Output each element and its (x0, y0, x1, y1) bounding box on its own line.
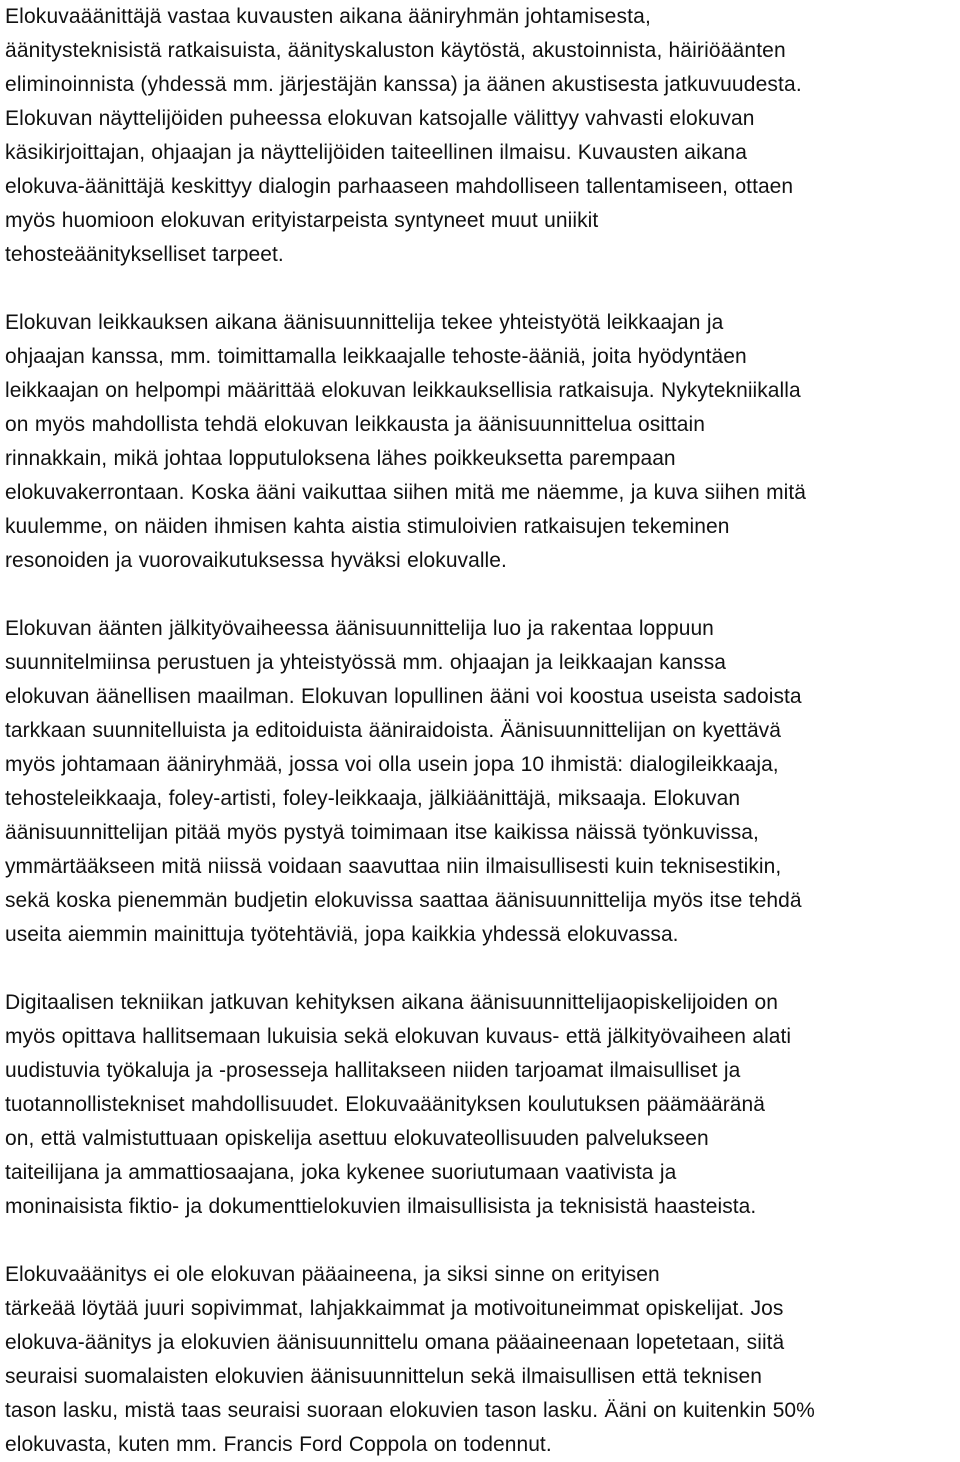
text-line: äänitysteknisistä ratkaisuista, äänityskaluston käytöstä, akustoinnista, häiriöäänten (5, 39, 786, 62)
text-line: seuraisi suomalaisten elokuvien äänisuunnittelun sekä ilmaisullisen että teknisen (5, 1365, 762, 1388)
text-line: elokuva-äänittäjä keskittyy dialogin parhaaseen mahdolliseen tallentamiseen, ottaen (5, 175, 794, 198)
text-line: tarkkaan suunnitelluista ja editoiduista ääniraidoista. Äänisuunnittelijan on kyettävä (5, 719, 781, 742)
text-line: Elokuvaäänitys ei ole elokuvan pääaineena, ja siksi sinne on erityisen (5, 1263, 660, 1286)
text-line: ymmärtääkseen mitä niissä voidaan saavuttaa niin ilmaisullisesti kuin teknisestikin, (5, 855, 782, 878)
text-line: uudistuvia työkaluja ja -prosesseja hallitakseen niiden tarjoamat ilmaisulliset ja (5, 1059, 741, 1082)
text-line: Elokuvaäänittäjä vastaa kuvausten aikana ääniryhmän johtamisesta, (5, 5, 651, 28)
text-line: Elokuvan äänten jälkityövaiheessa äänisuunnittelija luo ja rakentaa loppuun (5, 617, 714, 640)
text-line: tehosteleikkaaja, foley-artisti, foley-leikkaaja, jälkiäänittäjä, miksaaja. Elokuvan (5, 787, 741, 810)
text-line: elokuva-äänitys ja elokuvien äänisuunnittelu omana pääaineenaan lopetetaan, siitä (5, 1331, 785, 1354)
text-line: suunnitelmiinsa perustuen ja yhteistyössä mm. ohjaajan ja leikkaajan kanssa (5, 651, 726, 674)
paragraph-spacer (5, 1224, 956, 1258)
text-line: tason lasku, mistä taas seuraisi suoraan elokuvien tason lasku. Ääni on kuitenkin 50% (5, 1399, 815, 1422)
text-line: rinnakkain, mikä johtaa lopputuloksena lähes poikkeuksetta parempaan (5, 447, 676, 470)
text-line: resonoiden ja vuorovaikutuksessa hyväksi elokuvalle. (5, 549, 507, 572)
text-line: taiteilijana ja ammattiosaajana, joka kykenee suoriutumaan vaativista ja (5, 1161, 677, 1184)
text-line: myös johtamaan ääniryhmää, jossa voi olla usein jopa 10 ihmistä: dialogileikkaaja, (5, 753, 779, 776)
paragraph-spacer (5, 952, 956, 986)
text-line: äänisuunnittelijan pitää myös pystyä toimimaan itse kaikissa näissä työnkuvissa, (5, 821, 759, 844)
text-line: leikkaajan on helpompi määrittää elokuvan leikkauksellisia ratkaisuja. Nykytekniikalla (5, 379, 801, 402)
paragraph-3 (5, 612, 956, 952)
text-line: tuotannollistekniset mahdollisuudet. Elokuvaäänityksen koulutuksen päämääränä (5, 1093, 765, 1116)
text-line: moninaisista fiktio- ja dokumenttielokuvien ilmaisullisista ja teknisistä haasteista. (5, 1195, 757, 1218)
text-line: myös opittava hallitsemaan lukuisia sekä elokuvan kuvaus- että jälkityövaiheen alati (5, 1025, 792, 1048)
text-line: tehosteäänitykselliset tarpeet. (5, 243, 284, 266)
text-line: Elokuvan näyttelijöiden puheessa elokuvan katsojalle välittyy vahvasti elokuvan (5, 107, 755, 130)
text-line: on, että valmistuttuaan opiskelija asettuu elokuvateollisuuden palvelukseen (5, 1127, 709, 1150)
paragraph-2 (5, 306, 956, 578)
text-line: Elokuvan leikkauksen aikana äänisuunnittelija tekee yhteistyötä leikkaajan ja (5, 311, 724, 334)
text-line: elokuvan äänellisen maailman. Elokuvan lopullinen ääni voi koostua useista sadoista (5, 685, 802, 708)
text-line: sekä koska pienemmän budjetin elokuvissa saattaa äänisuunnittelija myös itse tehdä (5, 889, 802, 912)
text-line: useita aiemmin mainittuja työtehtäviä, jopa kaikkia yhdessä elokuvassa. (5, 923, 679, 946)
paragraph-spacer (5, 578, 956, 612)
text-line: on myös mahdollista tehdä elokuvan leikkausta ja äänisuunnittelua osittain (5, 413, 705, 436)
text-line: elokuvasta, kuten mm. Francis Ford Coppola on todennut. (5, 1433, 552, 1456)
text-line: käsikirjoittajan, ohjaajan ja näyttelijöiden taiteellinen ilmaisu. Kuvausten aikana (5, 141, 748, 164)
text-line: Digitaalisen tekniikan jatkuvan kehityksen aikana äänisuunnittelijaopiskelijoiden on (5, 991, 779, 1014)
paragraph-spacer (5, 272, 956, 306)
text-line: eliminoinnista (yhdessä mm. järjestäjän kanssa) ja äänen akustisesta jatkuvuudesta. (5, 73, 802, 96)
text-line: ohjaajan kanssa, mm. toimittamalla leikkaajalle tehoste-ääniä, joita hyödyntäen (5, 345, 747, 368)
text-line: kuulemme, on näiden ihmisen kahta aistia stimuloivien ratkaisujen tekeminen (5, 515, 730, 538)
text-line: myös huomioon elokuvan erityistarpeista syntyneet muut uniikit (5, 209, 599, 232)
text-line: elokuvakerrontaan. Koska ääni vaikuttaa siihen mitä me näemme, ja kuva siihen mitä (5, 481, 807, 504)
text-line: tärkeää löytää juuri sopivimmat, lahjakkaimmat ja motivoituneimmat opiskelijat. Jos (5, 1297, 784, 1320)
paragraph-1 (5, 0, 956, 272)
paragraph-4 (5, 986, 956, 1224)
paragraph-5 (5, 1258, 956, 1462)
